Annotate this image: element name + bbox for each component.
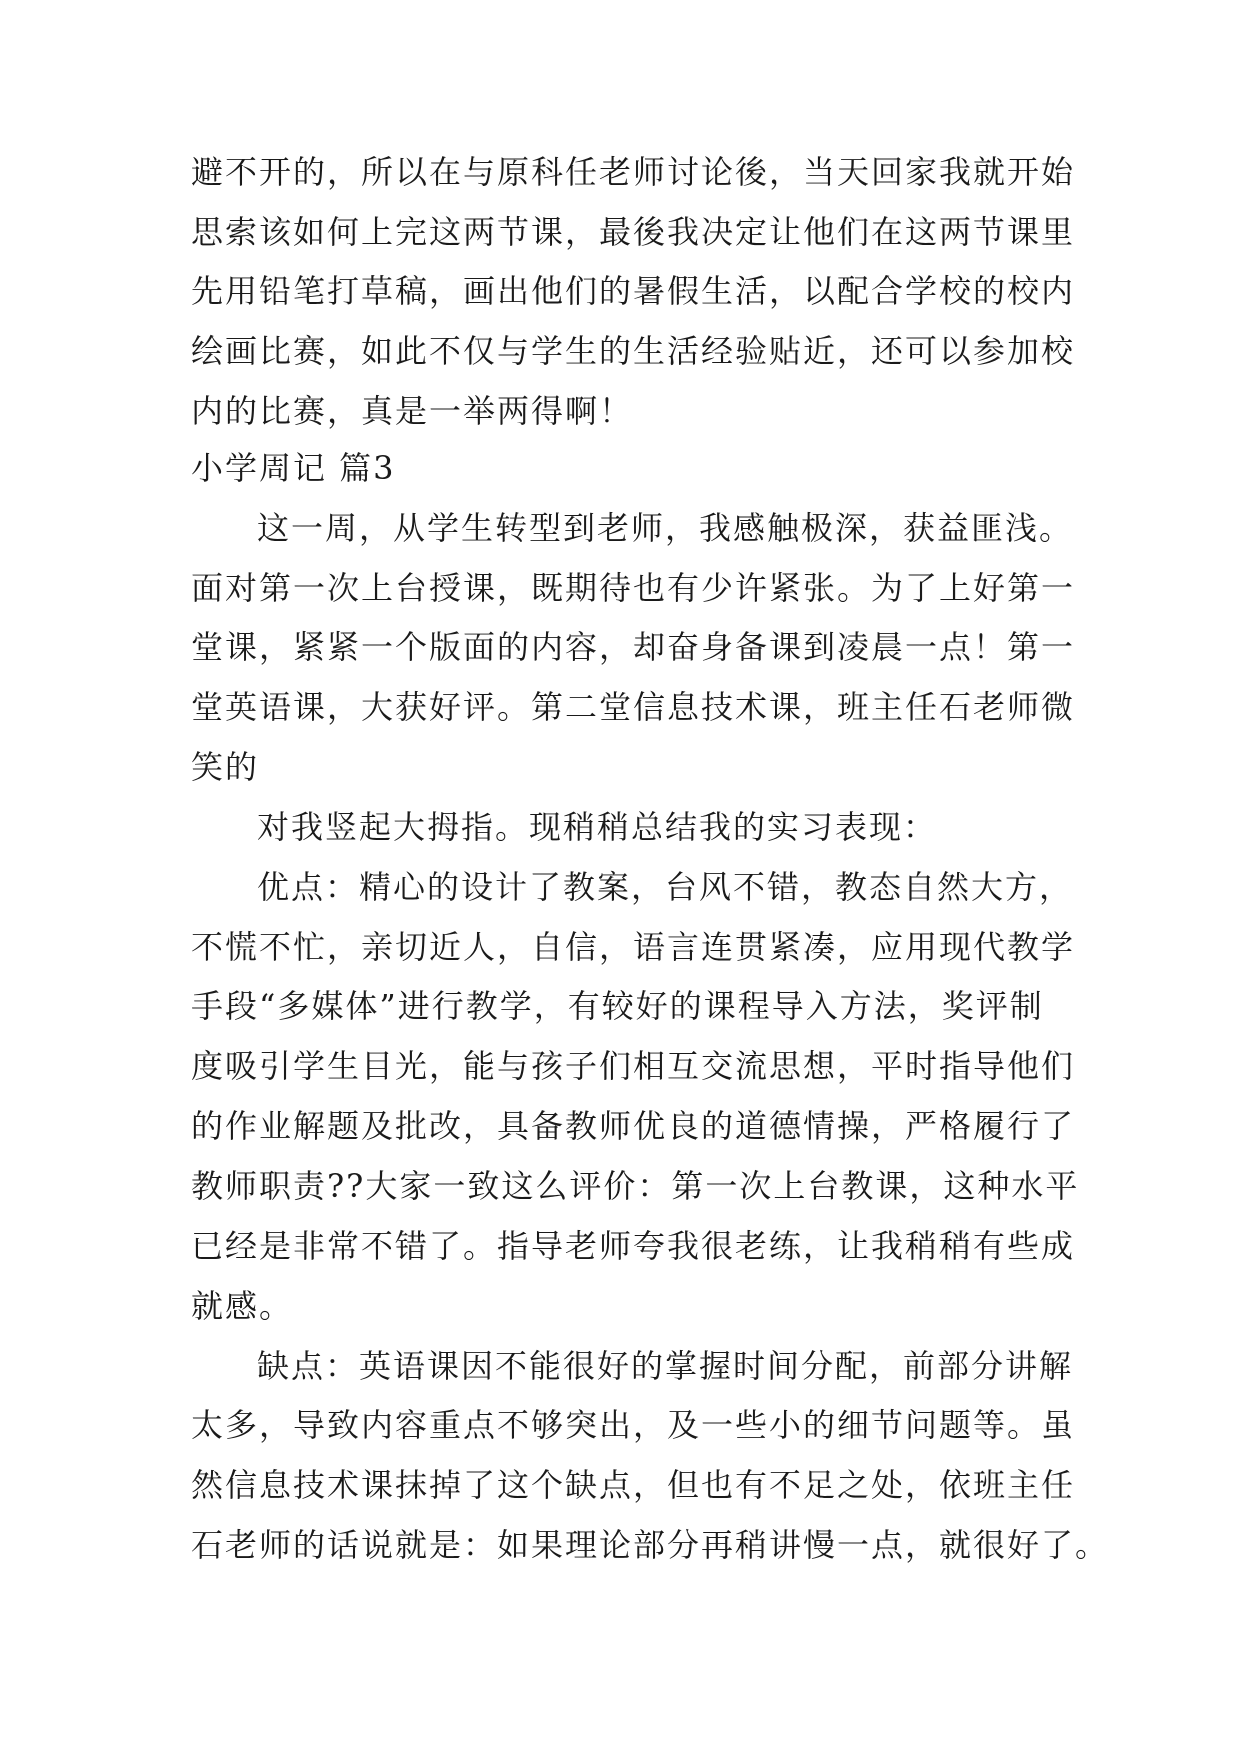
body-text-line: 面对第一次上台授课，既期待也有少许紧张。为了上好第一 xyxy=(191,569,1076,607)
body-text-line: 石老师的话说就是：如果理论部分再稍讲慢一点，就很好了。 xyxy=(191,1526,1110,1564)
body-text-line: 对我竖起大拇指。现稍稍总结我的实习表现： xyxy=(257,808,938,846)
body-text-line: 已经是非常不错了。指导老师夸我很老练，让我稍稍有些成 xyxy=(191,1227,1076,1265)
body-text-line: 的作业解题及批改，具备教师优良的道德情操，严格履行了 xyxy=(191,1107,1076,1145)
body-text-line: 然信息技术课抹掉了这个缺点，但也有不足之处，依班主任 xyxy=(191,1466,1076,1504)
body-text-line: 就感。 xyxy=(191,1287,294,1325)
body-text-line: 优点：精心的设计了教案，台风不错，教态自然大方， xyxy=(257,868,1074,906)
body-text-line: 内的比赛，真是一举两得啊！ xyxy=(191,392,634,430)
body-text-line: 思索该如何上完这两节课，最後我决定让他们在这两节课里 xyxy=(191,213,1076,251)
body-text-line: 手段“多媒体”进行教学，有较好的课程导入方法，奖评制 xyxy=(191,987,1044,1025)
body-text-line: 这一周，从学生转型到老师，我感触极深，获益匪浅。 xyxy=(257,509,1074,547)
body-text-line: 堂课，紧紧一个版面的内容，却奋身备课到凌晨一点！第一 xyxy=(191,628,1076,666)
body-text-line: 堂英语课，大获好评。第二堂信息技术课，班主任石老师微 xyxy=(191,688,1076,726)
body-text-line: 先用铅笔打草稿，画出他们的暑假生活，以配合学校的校内 xyxy=(191,272,1076,310)
body-text-line: 笑的 xyxy=(191,748,260,786)
body-text-line: 缺点：英语课因不能很好的掌握时间分配，前部分讲解 xyxy=(257,1347,1074,1385)
body-text-line: 教师职责??大家一致这么评价：第一次上台教课，这种水平 xyxy=(191,1167,1080,1205)
body-text-line: 不慌不忙，亲切近人，自信，语言连贯紧凑，应用现代教学 xyxy=(191,928,1076,966)
body-text-line: 太多，导致内容重点不够突出，及一些小的细节问题等。虽 xyxy=(191,1406,1076,1444)
body-text-line: 绘画比赛，如此不仅与学生的生活经验贴近，还可以参加校 xyxy=(191,332,1076,370)
body-text-line: 度吸引学生目光，能与孩子们相互交流思想，平时指导他们 xyxy=(191,1047,1076,1085)
section-heading: 小学周记 篇3 xyxy=(191,449,396,487)
body-text-line: 避不开的，所以在与原科任老师讨论後，当天回家我就开始 xyxy=(191,153,1076,191)
